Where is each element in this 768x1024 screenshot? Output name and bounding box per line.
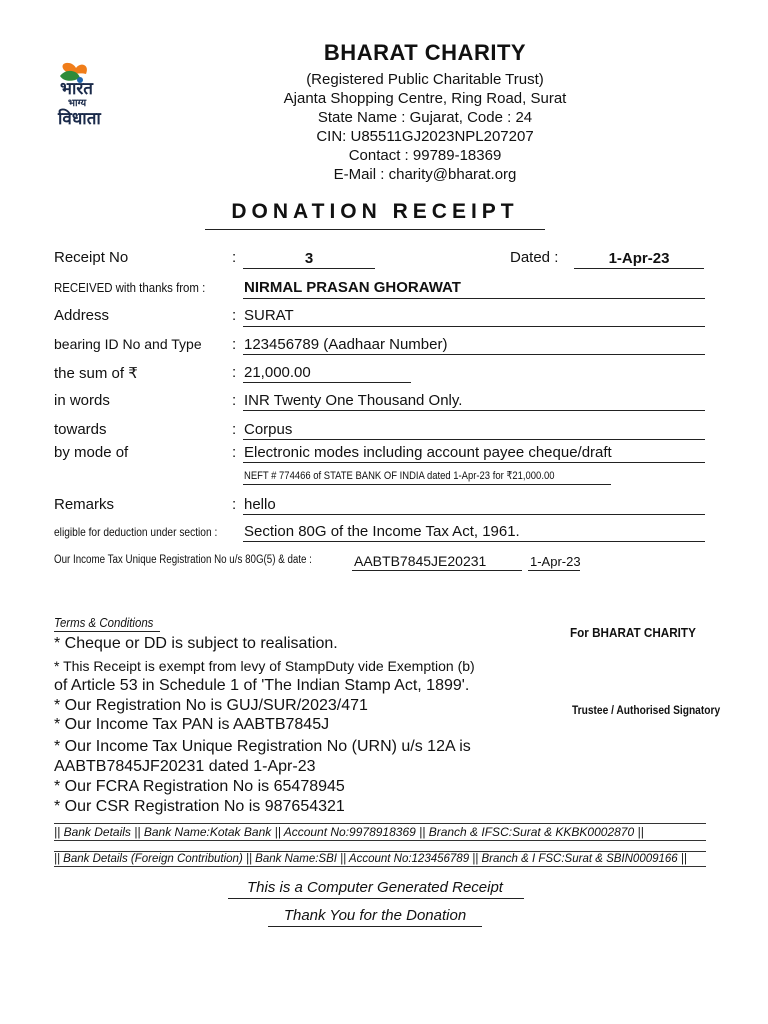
- receipt-title: DONATION RECEIPT: [231, 200, 519, 223]
- signatory-label: Trustee / Authorised Signatory: [572, 703, 721, 717]
- terms-line: * Our Income Tax Unique Registration No (URN) u/s 12A is: [54, 738, 471, 755]
- field-underline: [243, 439, 705, 440]
- terms-line: * This Receipt is exempt from levy of StampDuty vide Exemption (b): [54, 658, 475, 674]
- towards-value: Corpus: [244, 421, 293, 438]
- field-underline: [243, 354, 705, 355]
- colon: :: [232, 496, 237, 513]
- field-underline: [243, 514, 705, 515]
- sum-label: the sum of ₹: [54, 365, 138, 382]
- computer-generated-note: This is a Computer Generated Receipt: [247, 879, 503, 896]
- terms-line: * Our Income Tax PAN is AABTB7845J: [54, 716, 330, 733]
- footer-underline: [268, 926, 482, 927]
- org-contact: Contact : 99789-18369: [348, 147, 502, 164]
- thank-you-note: Thank You for the Donation: [283, 907, 467, 924]
- terms-line: * Our Registration No is GUJ/SUR/2023/471: [54, 697, 368, 714]
- charity-logo: [50, 58, 122, 130]
- field-underline: [243, 462, 705, 463]
- id-value: 123456789 (Aadhaar Number): [244, 336, 448, 353]
- dated-label: Dated :: [510, 249, 559, 266]
- terms-heading-underline: [54, 631, 160, 632]
- receipt-no-value: 3: [304, 250, 314, 267]
- received-from-value: NIRMAL PRASAN GHORAWAT: [244, 279, 461, 296]
- field-underline: [528, 570, 580, 571]
- received-label: RECEIVED with thanks from :: [54, 280, 206, 295]
- terms-line: * Our CSR Registration No is 987654321: [54, 798, 345, 815]
- logo-text-top: भारत: [60, 79, 93, 98]
- words-value: INR Twenty One Thousand Only.: [244, 392, 463, 409]
- words-label: in words: [54, 392, 110, 409]
- field-underline: [243, 326, 705, 327]
- terms-heading: Terms & Conditions: [54, 615, 154, 630]
- colon: :: [232, 444, 237, 461]
- colon: :: [232, 336, 237, 353]
- urn-label: Our Income Tax Unique Registration No u/s 80G(5) & date :: [54, 554, 312, 566]
- for-charity-label: For BHARAT CHARITY: [570, 625, 696, 640]
- org-name: BHARAT CHARITY: [323, 40, 527, 65]
- colon: :: [232, 307, 237, 324]
- sum-value: 21,000.00: [244, 364, 311, 381]
- remarks-label: Remarks: [54, 496, 115, 513]
- terms-line: AABTB7845JF20231 dated 1-Apr-23: [54, 758, 316, 775]
- urn-date: 1-Apr-23: [530, 554, 581, 569]
- bank-details-line: || Bank Details || Bank Name:Kotak Bank || Account No:9978918369 || Branch & IFSC:Surat & KKBK0002870 ||: [54, 823, 706, 841]
- receipt-no-label: Receipt No: [54, 249, 129, 266]
- terms-line: * Cheque or DD is subject to realisation.: [54, 635, 338, 652]
- footer-underline: [228, 898, 524, 899]
- deduction-label: eligible for deduction under section :: [54, 525, 218, 539]
- mode-label: by mode of: [54, 444, 129, 461]
- colon: :: [232, 421, 237, 438]
- terms-line: of Article 53 in Schedule 1 of 'The Indian Stamp Act, 1899'.: [54, 677, 470, 694]
- colon: :: [232, 249, 237, 266]
- remarks-value: hello: [244, 496, 276, 513]
- org-email: E-Mail : charity@bharat.org: [333, 166, 517, 183]
- address-label: Address: [54, 307, 110, 324]
- colon: :: [232, 392, 237, 409]
- field-underline: [243, 484, 611, 485]
- colon: :: [232, 364, 237, 381]
- urn-value: AABTB7845JE20231: [354, 553, 487, 569]
- towards-label: towards: [54, 421, 107, 438]
- field-underline: [243, 541, 705, 542]
- field-underline: [243, 382, 411, 383]
- org-state: State Name : Gujarat, Code : 24: [317, 109, 533, 126]
- bank-details-foreign-line: || Bank Details (Foreign Contribution) || Bank Name:SBI || Account No:123456789 || Branch & I FSC:Surat & SBIN0009166 ||: [54, 851, 706, 867]
- id-label: bearing ID No and Type: [54, 336, 202, 352]
- logo-text-mid: भाग्य: [68, 98, 87, 109]
- mode-detail: NEFT # 774466 of STATE BANK OF INDIA dated 1-Apr-23 for ₹21,000.00: [244, 470, 555, 482]
- field-underline: [243, 410, 705, 411]
- dated-value: 1-Apr-23: [608, 250, 670, 267]
- org-address: Ajanta Shopping Centre, Ring Road, Surat: [283, 90, 567, 107]
- org-cin: CIN: U85511GJ2023NPL207207: [316, 128, 534, 145]
- field-underline: [243, 268, 375, 269]
- org-subtitle: (Registered Public Charitable Trust): [306, 71, 544, 88]
- terms-line: * Our FCRA Registration No is 65478945: [54, 778, 345, 795]
- mode-value: Electronic modes including account payee cheque/draft: [244, 444, 612, 461]
- deduction-value: Section 80G of the Income Tax Act, 1961.: [244, 523, 520, 540]
- field-underline: [574, 268, 704, 269]
- field-underline: [243, 298, 705, 299]
- address-value: SURAT: [244, 307, 294, 324]
- field-underline: [352, 570, 522, 571]
- logo-text-bottom: विधाता: [58, 109, 101, 128]
- title-underline: [205, 229, 545, 230]
